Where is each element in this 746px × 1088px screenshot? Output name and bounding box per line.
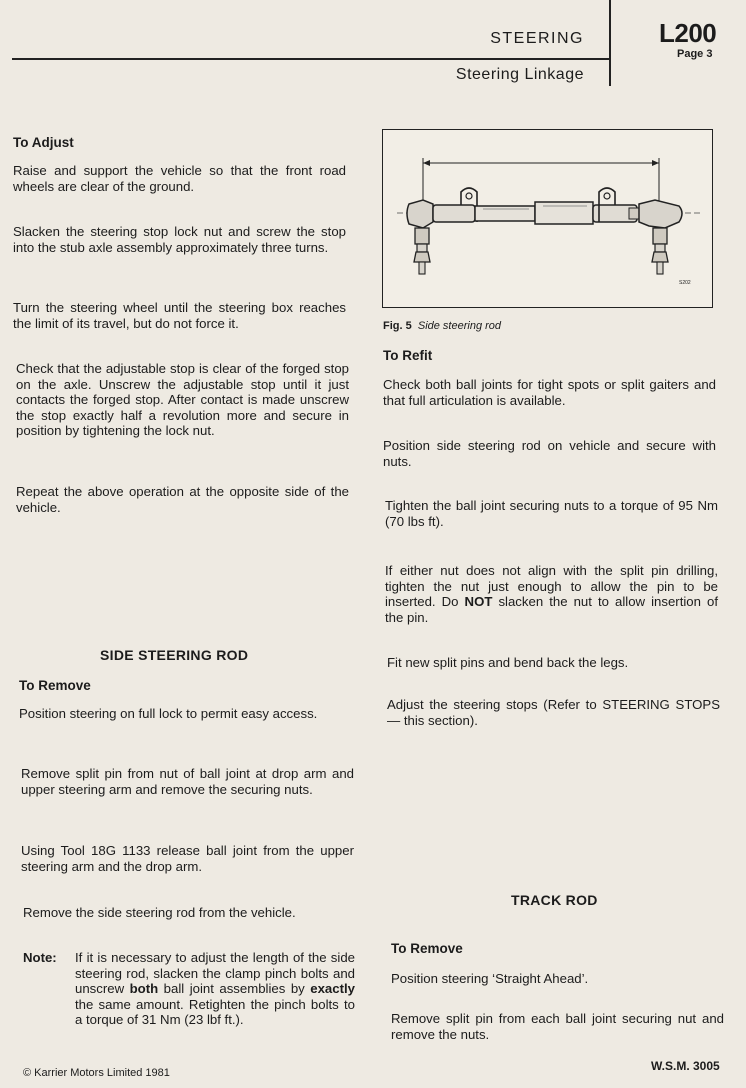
remove-paragraph-3: Using Tool 18G 1133 release ball joint from the upper steering arm and the drop arm. xyxy=(21,843,354,874)
page-number: Page 3 xyxy=(677,48,713,60)
track-paragraph-1: Position steering ‘Straight Ahead’. xyxy=(391,971,589,986)
copyright-notice: © Karrier Motors Limited 1981 xyxy=(23,1067,170,1079)
heading-to-remove: To Remove xyxy=(19,678,91,693)
refit-paragraph-5: Fit new split pins and bend back the legs. xyxy=(387,655,629,670)
heading-to-refit: To Refit xyxy=(383,348,433,363)
heading-track-rod: TRACK ROD xyxy=(511,892,598,908)
remove-paragraph-2: Remove split pin from nut of ball joint at drop arm and upper steering arm and remove the securing nuts. xyxy=(21,766,354,797)
refit-paragraph-6: Adjust the steering stops (Refer to STEERING STOPS — this section). xyxy=(387,697,720,728)
header-rule xyxy=(12,58,610,60)
figure-side-steering-rod xyxy=(382,129,713,308)
adjust-paragraph-4: Check that the adjustable stop is clear of the forged stop on the axle. Unscrew the adjustable stop until it just contacts the forged stop. After contact is made unscrew the stop exactly half a revolution more and secure in position by tightening the lock nut. xyxy=(16,361,349,439)
heading-track-to-remove: To Remove xyxy=(391,941,463,956)
document-number: W.S.M. 3005 xyxy=(651,1059,720,1073)
refit-paragraph-2: Position side steering rod on vehicle and secure with nuts. xyxy=(383,438,716,469)
track-paragraph-2: Remove split pin from each ball joint securing nut and remove the nuts. xyxy=(391,1011,724,1042)
refit-paragraph-1: Check both ball joints for tight spots or split gaiters and that full articulation is available. xyxy=(383,377,716,408)
adjust-paragraph-2: Slacken the steering stop lock nut and screw the stop into the stub axle assembly approximately three turns. xyxy=(13,224,346,255)
header-divider-vertical xyxy=(609,0,611,86)
subsection-title: Steering Linkage xyxy=(455,66,584,83)
model-code: L200 xyxy=(659,18,717,48)
note-label: Note: xyxy=(23,950,57,965)
remove-paragraph-1: Position steering on full lock to permit easy access. xyxy=(19,706,318,721)
adjust-paragraph-3: Turn the steering wheel until the steering box reaches the limit of its travel, but do not force it. xyxy=(13,300,346,331)
remove-paragraph-4: Remove the side steering rod from the vehicle. xyxy=(23,905,296,920)
refit-paragraph-3: Tighten the ball joint securing nuts to a torque of 95 Nm (70 lbs ft). xyxy=(385,498,718,529)
note-text: If it is necessary to adjust the length of the side steering rod, slacken the clamp pinch bolts and unscrew both ball joint assemblies by exactly the same amount. Retighten the pinch bolts to a torque of 31 Nm (23 lbf ft.). xyxy=(75,950,355,1028)
figure-reference-code: S202 xyxy=(679,280,691,286)
heading-to-adjust: To Adjust xyxy=(13,135,74,150)
refit-paragraph-4: If either nut does not align with the split pin drilling, tighten the nut just enough to allow the pin to be inserted. Do NOT slacken the nut to allow insertion of the pin. xyxy=(385,563,718,625)
adjust-paragraph-1: Raise and support the vehicle so that the front road wheels are clear of the ground. xyxy=(13,163,346,194)
figure-caption: Fig. 5 Side steering rod xyxy=(383,320,502,332)
section-title: STEERING xyxy=(490,30,584,47)
adjust-paragraph-5: Repeat the above operation at the opposite side of the vehicle. xyxy=(16,484,349,515)
heading-side-steering-rod: SIDE STEERING ROD xyxy=(100,647,249,663)
side-steering-rod-illustration xyxy=(383,130,712,307)
